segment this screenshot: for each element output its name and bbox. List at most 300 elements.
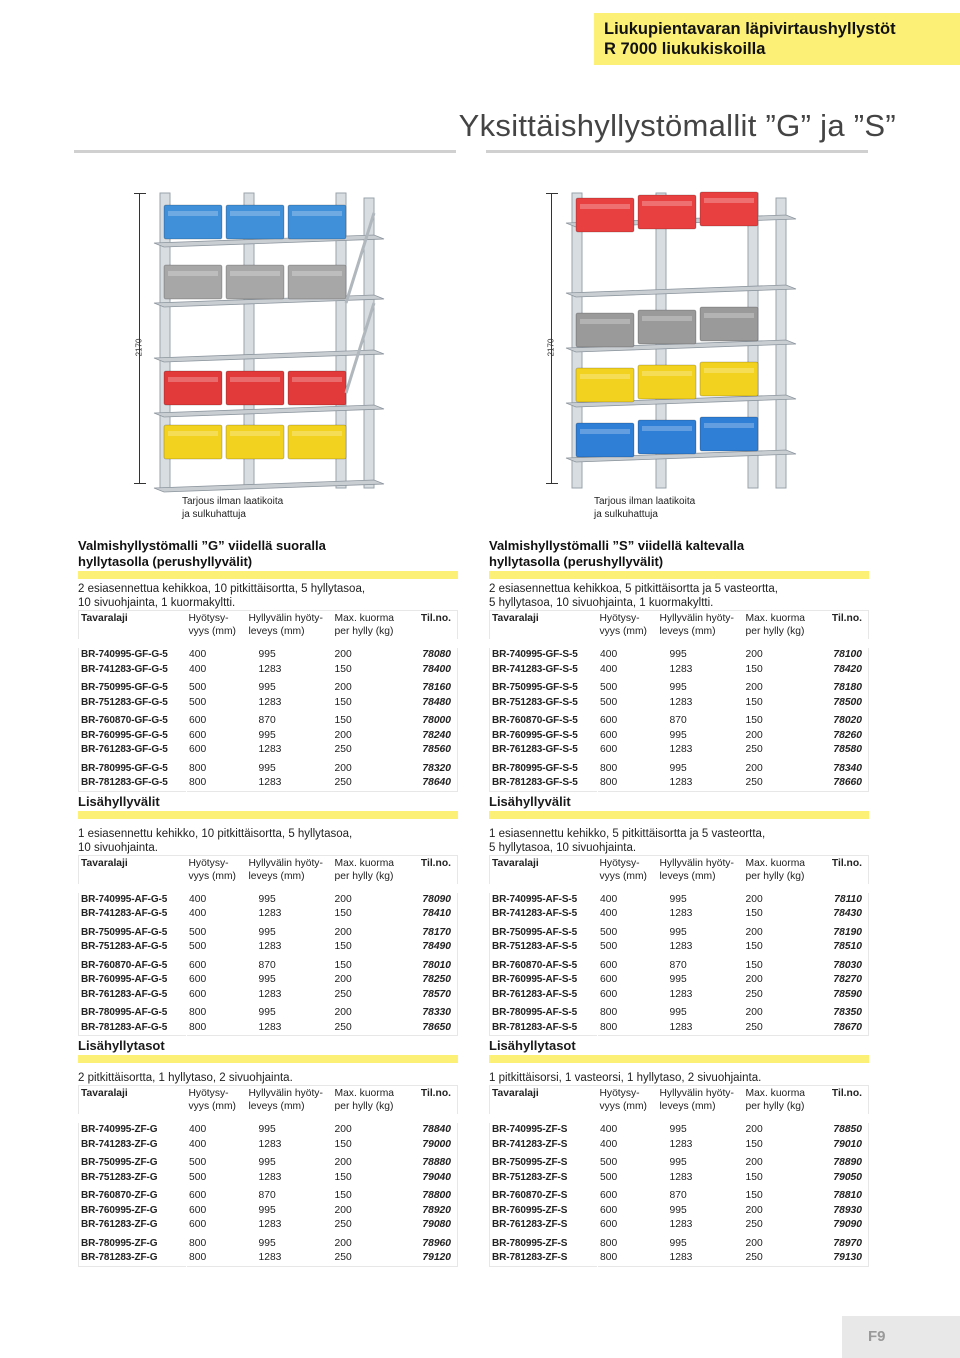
storage-bin bbox=[638, 420, 696, 454]
table-cell: 78570 bbox=[422, 988, 451, 1000]
table-cell: 78800 bbox=[422, 1190, 451, 1201]
table-cell: 78270 bbox=[833, 974, 862, 985]
table-cell: 995 bbox=[258, 649, 276, 660]
table-cell: 600 bbox=[189, 744, 207, 755]
table-cell: 600 bbox=[600, 1204, 618, 1216]
table-cell: 200 bbox=[334, 926, 352, 938]
storage-bin bbox=[226, 205, 284, 239]
table-cell: BR-780995-GF-G-5 bbox=[79, 758, 187, 777]
storage-bin bbox=[288, 425, 346, 459]
storage-bin-rim bbox=[580, 374, 630, 379]
table-cell: BR-741283-AF-S-5 bbox=[490, 907, 598, 922]
table-cell: 1283 bbox=[258, 1021, 282, 1033]
table-cell: 250 bbox=[334, 1219, 352, 1230]
table-cell: 78890 bbox=[833, 1157, 862, 1168]
table-cell: 800 bbox=[189, 1237, 207, 1249]
col-header-width: Hyllyvälin hyöty- leveys (mm) bbox=[658, 1086, 744, 1119]
table-cell: 1283 bbox=[669, 1138, 693, 1150]
table-cell: BR-740995-AF-S-5 bbox=[490, 888, 598, 907]
table-cell: BR-751283-GF-S-5 bbox=[490, 696, 598, 711]
col-header-width: Hyllyvälin hyöty- leveys (mm) bbox=[247, 855, 333, 888]
table-cell: 250 bbox=[334, 1021, 352, 1033]
table-cell: 150 bbox=[745, 959, 763, 971]
shelf-level bbox=[566, 285, 796, 297]
storage-bin-rim bbox=[168, 271, 218, 276]
table-cell: 78240 bbox=[422, 729, 451, 741]
table-cell: 500 bbox=[600, 926, 618, 938]
table-cell: BR-751283-AF-G-5 bbox=[79, 940, 187, 955]
table-row bbox=[490, 663, 869, 678]
table-cell: 870 bbox=[258, 959, 276, 971]
table-cell: 78920 bbox=[422, 1204, 451, 1216]
table-cell: 1283 bbox=[258, 1219, 282, 1230]
table-cell: BR-761283-AF-G-5 bbox=[79, 988, 187, 1003]
col-header-type: Tavaralaji bbox=[490, 855, 598, 888]
table-row bbox=[490, 1171, 869, 1186]
table-cell: 870 bbox=[669, 715, 687, 726]
table-cell: 995 bbox=[669, 974, 687, 985]
table-cell: 800 bbox=[189, 1252, 207, 1263]
table-cell: 600 bbox=[189, 988, 207, 1000]
table-row bbox=[79, 1152, 458, 1171]
table-cell: BR-760995-AF-S-5 bbox=[490, 973, 598, 988]
height-dimension: 2170 bbox=[134, 153, 146, 493]
table-row bbox=[79, 1185, 458, 1204]
storage-bin bbox=[576, 423, 634, 457]
table-row bbox=[79, 1233, 458, 1252]
product-table bbox=[78, 1085, 458, 1267]
table-cell: 1283 bbox=[258, 663, 282, 675]
table-cell: 200 bbox=[745, 893, 763, 905]
col-header-type: Tavaralaji bbox=[490, 1086, 598, 1119]
table-cell: 1283 bbox=[258, 777, 282, 788]
section-title: Lisähyllytasot bbox=[489, 1038, 869, 1063]
table-cell: 500 bbox=[600, 1157, 618, 1168]
shelf-level bbox=[154, 480, 384, 492]
table-row bbox=[490, 940, 869, 955]
table-cell: 200 bbox=[334, 1157, 352, 1168]
storage-bin-rim bbox=[580, 204, 630, 209]
table-cell: 995 bbox=[669, 1124, 687, 1135]
product-table bbox=[489, 855, 869, 1037]
table-row bbox=[79, 940, 458, 955]
section-title: Valmishyllystömalli ”G” viidellä suoralla hyllytasolla (perushyllyvälit) bbox=[78, 538, 458, 579]
table-row bbox=[490, 758, 869, 777]
table-cell: 995 bbox=[258, 682, 276, 693]
table-cell: 995 bbox=[669, 762, 687, 774]
table-cell: 250 bbox=[334, 988, 352, 1000]
table-cell: 78260 bbox=[833, 729, 862, 741]
table-cell: 150 bbox=[745, 1171, 763, 1183]
table-cell: 500 bbox=[189, 696, 207, 708]
table-cell: 600 bbox=[189, 1204, 207, 1216]
table-cell: 150 bbox=[745, 1138, 763, 1150]
table-cell: 78640 bbox=[422, 777, 451, 788]
storage-bin-rim bbox=[168, 431, 218, 436]
table-cell: 78840 bbox=[422, 1124, 451, 1135]
section-description: 2 esiasennettua kehikkoa, 5 pitkittäisortta ja 5 vasteortta, 5 hyllytasoa, 10 sivuohjainta, 1 kuormakyltti. bbox=[489, 583, 778, 609]
table-cell: BR-750995-GF-G-5 bbox=[79, 677, 187, 696]
table-cell: 78170 bbox=[422, 926, 451, 938]
table-cell: 200 bbox=[334, 649, 352, 660]
storage-bin bbox=[700, 307, 758, 341]
table-row bbox=[490, 776, 869, 791]
storage-bin-rim bbox=[292, 431, 342, 436]
table-row bbox=[79, 1002, 458, 1021]
table-row bbox=[490, 729, 869, 744]
table-cell: BR-781283-AF-G-5 bbox=[79, 1021, 187, 1036]
storage-bin bbox=[164, 371, 222, 405]
table-cell: 500 bbox=[600, 696, 618, 708]
table-cell: 78590 bbox=[833, 988, 862, 1000]
section-description: 1 esiasennettu kehikko, 10 pitkittäisortta, 5 hyllytasoa, 10 sivuohjainta. bbox=[78, 827, 353, 854]
section-description: 1 pitkittäisorsi, 1 vasteorsi, 1 hyllytaso, 2 sivuohjainta. bbox=[489, 1072, 762, 1084]
col-header-load: Max. kuorma per hylly (kg) bbox=[744, 1086, 824, 1119]
table-cell: 78580 bbox=[833, 744, 862, 755]
table-cell: 150 bbox=[334, 696, 352, 708]
table-row bbox=[79, 922, 458, 941]
table-cell: 78810 bbox=[833, 1190, 862, 1201]
table-cell: 78160 bbox=[422, 682, 451, 693]
table-cell: 150 bbox=[334, 1171, 352, 1183]
table-cell: 500 bbox=[189, 941, 207, 952]
table-cell: 79080 bbox=[422, 1219, 451, 1230]
col-header-depth: Hyötysy- vyys (mm) bbox=[187, 855, 247, 888]
table-row bbox=[79, 1218, 458, 1233]
table-cell: 870 bbox=[258, 1190, 276, 1201]
table-cell: 200 bbox=[334, 893, 352, 905]
table-cell: 200 bbox=[334, 1124, 352, 1135]
table-cell: 400 bbox=[600, 1124, 618, 1135]
table-cell: 1283 bbox=[258, 1138, 282, 1150]
table-cell: 600 bbox=[600, 988, 618, 1000]
storage-bin bbox=[226, 371, 284, 405]
table-cell: 600 bbox=[600, 1219, 618, 1230]
table-cell: BR-740995-GF-S-5 bbox=[490, 644, 598, 663]
table-cell: 870 bbox=[669, 959, 687, 971]
header-banner bbox=[594, 13, 960, 65]
page-number: F9 bbox=[868, 1328, 886, 1345]
storage-bin bbox=[164, 265, 222, 299]
table-cell: 600 bbox=[189, 1190, 207, 1201]
table-row bbox=[79, 1204, 458, 1219]
table-cell: BR-760995-GF-S-5 bbox=[490, 729, 598, 744]
table-cell: 870 bbox=[258, 715, 276, 726]
col-header-order-no: Til.no. bbox=[824, 1086, 869, 1119]
table-cell: 600 bbox=[189, 959, 207, 971]
storage-bin bbox=[576, 368, 634, 402]
table-cell: 250 bbox=[745, 988, 763, 1000]
table-cell: 800 bbox=[189, 1021, 207, 1033]
table-row bbox=[79, 1251, 458, 1266]
table-row bbox=[490, 1233, 869, 1252]
table-row bbox=[490, 1002, 869, 1021]
table-cell: BR-741283-GF-S-5 bbox=[490, 663, 598, 678]
table-cell: 200 bbox=[334, 729, 352, 741]
table-cell: 400 bbox=[600, 893, 618, 905]
table-cell: 500 bbox=[189, 926, 207, 938]
left-column bbox=[78, 538, 458, 1267]
table-cell: 600 bbox=[600, 1190, 618, 1201]
table-row bbox=[490, 1138, 869, 1153]
table-cell: BR-761283-GF-G-5 bbox=[79, 743, 187, 758]
table-cell: BR-781283-ZF-S bbox=[490, 1251, 598, 1266]
table-cell: BR-751283-GF-G-5 bbox=[79, 696, 187, 711]
table-cell: BR-780995-AF-G-5 bbox=[79, 1002, 187, 1021]
table-cell: 1283 bbox=[669, 663, 693, 675]
table-cell: 78010 bbox=[422, 959, 451, 971]
section-title: Lisähyllyvälit bbox=[489, 794, 869, 819]
table-cell: 500 bbox=[189, 1157, 207, 1168]
table-cell: 995 bbox=[258, 1007, 276, 1018]
table-cell: 79010 bbox=[833, 1138, 862, 1150]
table-cell: 150 bbox=[334, 663, 352, 675]
section-description: 2 esiasennettua kehikkoa, 10 pitkittäisortta, 5 hyllytasoa, 10 sivuohjainta, 1 kuormakyltti. bbox=[78, 583, 366, 609]
table-row bbox=[79, 644, 458, 663]
table-row bbox=[490, 973, 869, 988]
storage-bin-rim bbox=[704, 313, 754, 318]
table-cell: 250 bbox=[745, 1219, 763, 1230]
table-cell: 250 bbox=[745, 1252, 763, 1263]
table-cell: 200 bbox=[745, 1007, 763, 1018]
table-cell: 800 bbox=[189, 762, 207, 774]
table-cell: 150 bbox=[334, 908, 352, 919]
table-cell: 995 bbox=[258, 1124, 276, 1135]
table-cell: 800 bbox=[600, 1237, 618, 1249]
col-header-load: Max. kuorma per hylly (kg) bbox=[744, 855, 824, 888]
table-cell: BR-781283-ZF-G bbox=[79, 1251, 187, 1266]
table-cell: 1283 bbox=[258, 908, 282, 919]
storage-bin bbox=[576, 313, 634, 347]
table-row bbox=[79, 988, 458, 1003]
table-cell: 78030 bbox=[833, 959, 862, 971]
storage-bin bbox=[700, 417, 758, 451]
col-header-order-no: Til.no. bbox=[413, 855, 458, 888]
storage-bin-rim bbox=[292, 377, 342, 382]
storage-bin bbox=[638, 310, 696, 344]
table-cell: BR-760870-GF-S-5 bbox=[490, 710, 598, 729]
table-cell: 500 bbox=[189, 1171, 207, 1183]
table-cell: BR-750995-AF-S-5 bbox=[490, 922, 598, 941]
table-cell: 200 bbox=[745, 974, 763, 985]
table-cell: 200 bbox=[334, 1007, 352, 1018]
col-header-load: Max. kuorma per hylly (kg) bbox=[333, 855, 413, 888]
table-cell: 78080 bbox=[422, 649, 451, 660]
storage-bin-rim bbox=[642, 201, 692, 206]
table-cell: BR-750995-AF-G-5 bbox=[79, 922, 187, 941]
storage-bin-rim bbox=[230, 377, 280, 382]
storage-bin-rim bbox=[230, 271, 280, 276]
table-cell: BR-760995-AF-G-5 bbox=[79, 973, 187, 988]
table-cell: 200 bbox=[745, 1124, 763, 1135]
col-header-load: Max. kuorma per hylly (kg) bbox=[744, 611, 824, 644]
table-row bbox=[79, 758, 458, 777]
table-cell: 400 bbox=[600, 908, 618, 919]
table-cell: BR-781283-AF-S-5 bbox=[490, 1021, 598, 1036]
table-cell: BR-751283-AF-S-5 bbox=[490, 940, 598, 955]
col-header-width: Hyllyvälin hyöty- leveys (mm) bbox=[658, 611, 744, 644]
table-cell: 150 bbox=[745, 908, 763, 919]
table-cell: BR-751283-ZF-G bbox=[79, 1171, 187, 1186]
page-title: Yksittäishyllystömallit ”G” ja ”S” bbox=[458, 108, 896, 143]
storage-bin bbox=[700, 362, 758, 396]
table-cell: BR-751283-ZF-S bbox=[490, 1171, 598, 1186]
table-cell: 1283 bbox=[669, 744, 693, 755]
table-cell: 78880 bbox=[422, 1157, 451, 1168]
table-cell: 800 bbox=[189, 777, 207, 788]
banner-line-2: R 7000 liukukiskoilla bbox=[604, 40, 766, 58]
storage-bin-rim bbox=[580, 429, 630, 434]
storage-bin bbox=[288, 265, 346, 299]
col-header-depth: Hyötysy- vyys (mm) bbox=[598, 1086, 658, 1119]
storage-bin bbox=[164, 205, 222, 239]
table-row bbox=[490, 743, 869, 758]
table-cell: 800 bbox=[600, 1252, 618, 1263]
section-description: 2 pitkittäisortta, 1 hyllytaso, 2 sivuohjainta. bbox=[78, 1072, 293, 1084]
table-cell: 600 bbox=[600, 744, 618, 755]
shelf-g-illustration bbox=[74, 153, 456, 523]
table-cell: 1283 bbox=[669, 1021, 693, 1033]
table-cell: 200 bbox=[745, 649, 763, 660]
storage-bin-rim bbox=[230, 211, 280, 216]
table-cell: 78180 bbox=[833, 682, 862, 693]
table-cell: 78410 bbox=[422, 908, 451, 919]
table-cell: 995 bbox=[258, 762, 276, 774]
table-cell: 200 bbox=[745, 1157, 763, 1168]
table-row bbox=[79, 663, 458, 678]
table-cell: 995 bbox=[258, 893, 276, 905]
table-row bbox=[490, 1251, 869, 1266]
table-row bbox=[79, 955, 458, 974]
table-cell: 995 bbox=[258, 1237, 276, 1249]
table-cell: 600 bbox=[189, 729, 207, 741]
storage-bin bbox=[638, 365, 696, 399]
table-cell: 200 bbox=[334, 1237, 352, 1249]
storage-bin bbox=[164, 425, 222, 459]
table-cell: 78670 bbox=[833, 1021, 862, 1033]
table-cell: 600 bbox=[189, 974, 207, 985]
table-cell: BR-780995-GF-S-5 bbox=[490, 758, 598, 777]
storage-bin-rim bbox=[292, 271, 342, 276]
table-cell: BR-761283-ZF-G bbox=[79, 1218, 187, 1233]
table-cell: 800 bbox=[189, 1007, 207, 1018]
table-cell: 200 bbox=[745, 1237, 763, 1249]
table-cell: 250 bbox=[745, 777, 763, 788]
table-cell: BR-750995-GF-S-5 bbox=[490, 677, 598, 696]
table-cell: 500 bbox=[189, 682, 207, 693]
table-cell: 1283 bbox=[669, 696, 693, 708]
table-cell: 78930 bbox=[833, 1204, 862, 1216]
table-cell: BR-780995-ZF-S bbox=[490, 1233, 598, 1252]
table-cell: 870 bbox=[669, 1190, 687, 1201]
right-column bbox=[489, 538, 869, 1267]
table-cell: 800 bbox=[600, 1021, 618, 1033]
col-header-type: Tavaralaji bbox=[490, 611, 598, 644]
product-table bbox=[78, 855, 458, 1037]
table-cell: 150 bbox=[334, 959, 352, 971]
table-cell: 1283 bbox=[258, 696, 282, 708]
storage-bin-rim bbox=[168, 377, 218, 382]
storage-bin-rim bbox=[168, 211, 218, 216]
table-cell: 150 bbox=[745, 715, 763, 726]
storage-bin bbox=[638, 195, 696, 229]
table-cell: 800 bbox=[600, 762, 618, 774]
col-header-load: Max. kuorma per hylly (kg) bbox=[333, 611, 413, 644]
col-header-type: Tavaralaji bbox=[79, 1086, 187, 1119]
col-header-depth: Hyötysy- vyys (mm) bbox=[598, 611, 658, 644]
table-row bbox=[490, 1021, 869, 1036]
product-table bbox=[489, 1085, 869, 1267]
col-header-depth: Hyötysy- vyys (mm) bbox=[598, 855, 658, 888]
table-cell: 200 bbox=[334, 1204, 352, 1216]
table-cell: 150 bbox=[334, 715, 352, 726]
table-cell: BR-740995-GF-G-5 bbox=[79, 644, 187, 663]
table-cell: 200 bbox=[334, 762, 352, 774]
table-row bbox=[79, 677, 458, 696]
table-cell: BR-781283-GF-S-5 bbox=[490, 776, 598, 791]
table-cell: 995 bbox=[669, 926, 687, 938]
storage-bin bbox=[226, 265, 284, 299]
storage-bin-rim bbox=[642, 316, 692, 321]
storage-bin-rim bbox=[642, 426, 692, 431]
table-cell: 78490 bbox=[422, 941, 451, 952]
table-cell: 78250 bbox=[422, 974, 451, 985]
table-cell: 1283 bbox=[669, 1219, 693, 1230]
table-cell: 600 bbox=[600, 715, 618, 726]
table-row bbox=[79, 710, 458, 729]
table-cell: 200 bbox=[745, 682, 763, 693]
table-cell: 600 bbox=[600, 729, 618, 741]
photo-caption: Tarjous ilman laatikoita ja sulkuhattuja bbox=[594, 496, 696, 520]
table-cell: 78480 bbox=[422, 696, 451, 708]
table-cell: 1283 bbox=[669, 988, 693, 1000]
table-row bbox=[79, 1119, 458, 1138]
table-cell: 995 bbox=[669, 893, 687, 905]
col-header-order-no: Til.no. bbox=[824, 855, 869, 888]
table-cell: 400 bbox=[600, 1138, 618, 1150]
product-table bbox=[489, 610, 869, 792]
table-cell: 79000 bbox=[422, 1138, 451, 1150]
table-cell: 79040 bbox=[422, 1171, 451, 1183]
table-cell: BR-760870-AF-S-5 bbox=[490, 955, 598, 974]
table-cell: 995 bbox=[258, 1204, 276, 1216]
table-cell: 995 bbox=[669, 1157, 687, 1168]
table-cell: 400 bbox=[189, 663, 207, 675]
table-cell: 995 bbox=[258, 974, 276, 985]
table-row bbox=[490, 696, 869, 711]
table-row bbox=[490, 677, 869, 696]
table-cell: 500 bbox=[600, 941, 618, 952]
table-cell: BR-741283-AF-G-5 bbox=[79, 907, 187, 922]
table-cell: 200 bbox=[745, 926, 763, 938]
table-row bbox=[79, 888, 458, 907]
table-cell: 78110 bbox=[834, 893, 862, 905]
table-cell: 600 bbox=[189, 715, 207, 726]
table-cell: 1283 bbox=[669, 1171, 693, 1183]
table-cell: 250 bbox=[334, 1252, 352, 1263]
table-cell: 79050 bbox=[833, 1171, 862, 1183]
table-cell: BR-741283-ZF-S bbox=[490, 1138, 598, 1153]
col-header-depth: Hyötysy- vyys (mm) bbox=[187, 611, 247, 644]
table-cell: 78000 bbox=[422, 715, 451, 726]
shelf-level bbox=[154, 405, 384, 417]
table-cell: 200 bbox=[745, 729, 763, 741]
col-header-depth: Hyötysy- vyys (mm) bbox=[187, 1086, 247, 1119]
table-cell: 79090 bbox=[833, 1219, 862, 1230]
table-cell: BR-750995-ZF-G bbox=[79, 1152, 187, 1171]
storage-bin-rim bbox=[642, 371, 692, 376]
shelf-level bbox=[154, 350, 384, 362]
